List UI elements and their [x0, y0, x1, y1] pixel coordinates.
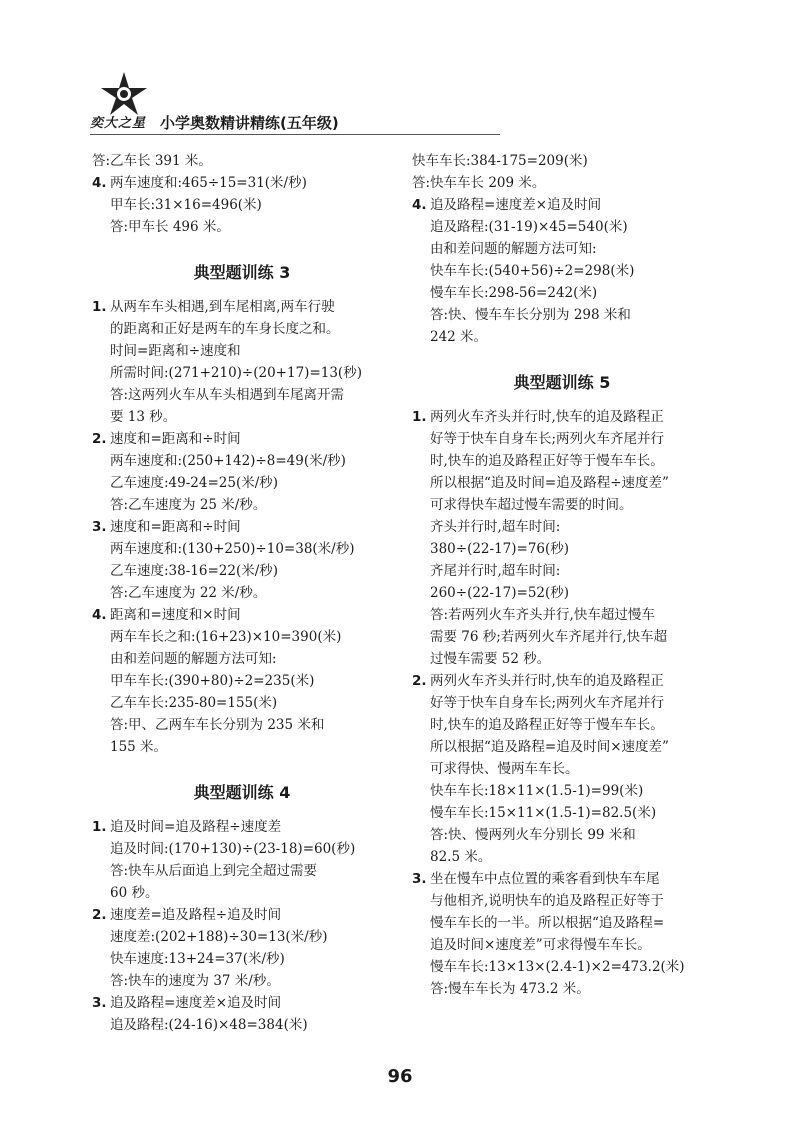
- answer-line: 答:若两列火车齐头并行,快车超过慢车: [430, 607, 655, 623]
- answer-item: [412, 670, 712, 868]
- answer-line: 追及路程=速度差×追及时间: [110, 995, 282, 1011]
- answer-number: 3.: [92, 519, 107, 535]
- answer-line: 155 米。: [110, 739, 168, 755]
- answer-row: [92, 428, 392, 516]
- answer-row: [92, 816, 392, 904]
- answer-body: [430, 868, 712, 1000]
- answer-line: 380÷(22-17)=76(秒): [430, 541, 570, 557]
- continued-line: 快车车长:384-175=209(米): [412, 153, 588, 169]
- answer-line: 可求得快、慢两车车长。: [430, 761, 579, 777]
- answer-item: [412, 406, 712, 670]
- answer-line: 由和差问题的解题方法可知:: [430, 241, 597, 257]
- answer-line: 甲车长:31×16=496(米): [110, 197, 262, 213]
- answer-line: 乙车车长:235-80=155(米): [110, 695, 278, 711]
- answer-body: [110, 296, 392, 428]
- answer-item: [412, 868, 712, 1000]
- answer-line: 好等于快车自身车长;两列火车齐尾并行: [430, 695, 665, 711]
- answer-line: 可求得快车超过慢车需要的时间。: [430, 497, 633, 513]
- answer-line: 答:快、慢车车长分别为 298 米和: [430, 307, 631, 323]
- answer-line: 好等于快车自身车长;两列火车齐尾并行: [430, 431, 665, 447]
- answer-number: 2.: [92, 431, 107, 447]
- answer-item: [92, 296, 392, 428]
- answer-body: [430, 406, 712, 670]
- answer-line: 慢车车长:13×13×(2.4-1)×2=473.2(米): [430, 959, 685, 975]
- answer-line: 追及路程=速度差×追及时间: [430, 197, 602, 213]
- answer-line: 两车速度和:465÷15=31(米/秒): [110, 175, 307, 191]
- left-column: [92, 150, 392, 1036]
- book-title: 小学奥数精讲精练(五年级): [160, 114, 339, 132]
- answer-item: [92, 904, 392, 992]
- answer-number: 2.: [412, 673, 427, 689]
- answer-number: 4.: [92, 607, 107, 623]
- answer-body: [430, 194, 712, 348]
- answer-item: [92, 992, 392, 1036]
- answer-row: [92, 992, 392, 1036]
- answer-line: 速度差=追及路程÷追及时间: [110, 907, 282, 923]
- continued-line: 答:快车车长 209 米。: [412, 175, 546, 191]
- answer-line: 时间=距离和÷速度和: [110, 343, 241, 359]
- answer-body: [110, 992, 392, 1036]
- answer-line: 需要 76 秒;若两列火车齐尾并行,快车超: [430, 629, 668, 645]
- answer-number: 2.: [92, 907, 107, 923]
- answer-line: 两车速度和:(250+142)÷8=49(米/秒): [110, 453, 346, 469]
- page-number: 96: [387, 1066, 413, 1087]
- header-divider: [90, 134, 500, 135]
- answer-row: [92, 604, 392, 758]
- answer-body: [110, 172, 392, 238]
- answer-item: [92, 516, 392, 604]
- answer-line: 两车速度和:(130+250)÷10=38(米/秒): [110, 541, 355, 557]
- answer-line: 答:快车的速度为 37 米/秒。: [110, 973, 280, 989]
- answer-line: 乙车速度:38-16=22(米/秒): [110, 563, 279, 579]
- answer-body: [110, 604, 392, 758]
- answer-line: 追及时间=追及路程÷速度差: [110, 819, 282, 835]
- answer-item: [92, 428, 392, 516]
- answer-line: 答:甲、乙两车车长分别为 235 米和: [110, 717, 325, 733]
- answer-row: [412, 406, 712, 670]
- answer-line: 齐尾并行时,超车时间:: [430, 563, 561, 579]
- answer-line: 时,快车的追及路程正好等于慢车车长。: [430, 453, 664, 469]
- answer-line: 答:这两列火车从车头相遇到车尾离开需: [110, 387, 345, 403]
- answer-line: 距离和=速度和×时间: [110, 607, 241, 623]
- answer-line: 快车速度:13+24=37(米/秒): [110, 951, 285, 967]
- answer-number: 1.: [92, 819, 107, 835]
- answer-line: 的距离和正好是两车的车身长度之和。: [110, 321, 340, 337]
- answer-line: 甲车车长:(390+80)÷2=235(米): [110, 673, 315, 689]
- answer-body: [110, 816, 392, 904]
- answer-row: [92, 172, 392, 238]
- answer-line: 快车车长:18×11×(1.5-1)=99(米): [430, 783, 644, 799]
- right-column: [412, 150, 712, 1000]
- answer-line: 速度差:(202+188)÷30=13(米/秒): [110, 929, 328, 945]
- answer-line: 速度和=距离和÷时间: [110, 519, 241, 535]
- answer-number: 4.: [412, 197, 427, 213]
- answer-line: 60 秒。: [110, 885, 159, 901]
- answer-line: 两列火车齐头并行时,快车的追及路程正: [430, 673, 664, 689]
- answer-item: [412, 194, 712, 348]
- answer-number: 1.: [412, 409, 427, 425]
- answer-line: 答:快、慢两列火车分别长 99 米和: [430, 827, 636, 843]
- section-title: 典型题训练 5: [513, 373, 611, 392]
- answer-line: 答:乙车速度为 25 米/秒。: [110, 497, 267, 513]
- section-title: 典型题训练 4: [193, 783, 291, 802]
- logo-text: 奕大之星: [90, 116, 147, 131]
- answer-line: 时,快车的追及路程正好等于慢车车长。: [430, 717, 664, 733]
- answer-line: 由和差问题的解题方法可知:: [110, 651, 277, 667]
- answer-line: 追及时间×速度差”可求得慢车车长。: [430, 937, 651, 953]
- answer-row: [412, 670, 712, 868]
- answer-line: 所以根据“追及时间=追及路程÷速度差”: [430, 475, 669, 491]
- answer-number: 3.: [412, 871, 427, 887]
- answer-line: 两车车长之和:(16+23)×10=390(米): [110, 629, 342, 645]
- answer-line: 与他相齐,说明快车的追及路程正好等于: [430, 893, 664, 909]
- answer-line: 两列火车齐头并行时,快车的追及路程正: [430, 409, 664, 425]
- answer-line: 慢车车长的一半。所以根据“追及路程=: [430, 915, 665, 931]
- answer-line: 答:甲车长 496 米。: [110, 219, 230, 235]
- answer-item: [92, 604, 392, 758]
- answer-line: 所需时间:(271+210)÷(20+17)=13(秒): [110, 365, 362, 381]
- answer-body: [430, 670, 712, 868]
- page-header: [90, 70, 500, 136]
- answer-line: 追及路程:(31-19)×45=540(米): [430, 219, 628, 235]
- answer-row: [412, 868, 712, 1000]
- answer-line: 追及路程:(24-16)×48=384(米): [110, 1017, 308, 1033]
- section-title: 典型题训练 3: [193, 263, 291, 282]
- answer-number: 3.: [92, 995, 107, 1011]
- answer-body: [110, 428, 392, 516]
- answer-line: 坐在慢车中点位置的乘客看到快车车尾: [430, 871, 660, 887]
- answer-item: [92, 172, 392, 238]
- answer-line: 260÷(22-17)=52(秒): [430, 585, 570, 601]
- answer-line: 速度和=距离和÷时间: [110, 431, 241, 447]
- answer-number: 4.: [92, 175, 107, 191]
- answer-line: 追及时间:(170+130)÷(23-18)=60(秒): [110, 841, 356, 857]
- answer-line: 答:乙车速度为 22 米/秒。: [110, 585, 267, 601]
- answer-line: 答:快车从后面追上到完全超过需要: [110, 863, 318, 879]
- answer-row: [92, 904, 392, 992]
- answer-line: 慢车车长:15×11×(1.5-1)=82.5(米): [430, 805, 657, 821]
- answer-row: [412, 194, 712, 348]
- answer-item: [92, 816, 392, 904]
- continued-line: 答:乙车长 391 米。: [92, 153, 212, 169]
- answer-line: 乙车速度:49-24=25(米/秒): [110, 475, 279, 491]
- answer-line: 过慢车需要 52 秒。: [430, 651, 551, 667]
- answer-line: 慢车车长:298-56=242(米): [430, 285, 598, 301]
- answer-line: 要 13 秒。: [110, 409, 177, 425]
- star-logo-icon: [98, 70, 150, 118]
- answer-row: [92, 516, 392, 604]
- answer-row: [92, 296, 392, 428]
- answer-body: [110, 904, 392, 992]
- answer-line: 答:慢车车长为 473.2 米。: [430, 981, 590, 997]
- answer-number: 1.: [92, 299, 107, 315]
- answer-line: 从两车车头相遇,到车尾相离,两车行驶: [110, 299, 335, 315]
- answer-line: 快车车长:(540+56)÷2=298(米): [430, 263, 635, 279]
- answer-body: [110, 516, 392, 604]
- answer-line: 242 米。: [430, 329, 488, 345]
- answer-line: 齐头并行时,超车时间:: [430, 519, 561, 535]
- answer-line: 82.5 米。: [430, 849, 492, 865]
- answer-line: 所以根据“追及路程=追及时间×速度差”: [430, 739, 669, 755]
